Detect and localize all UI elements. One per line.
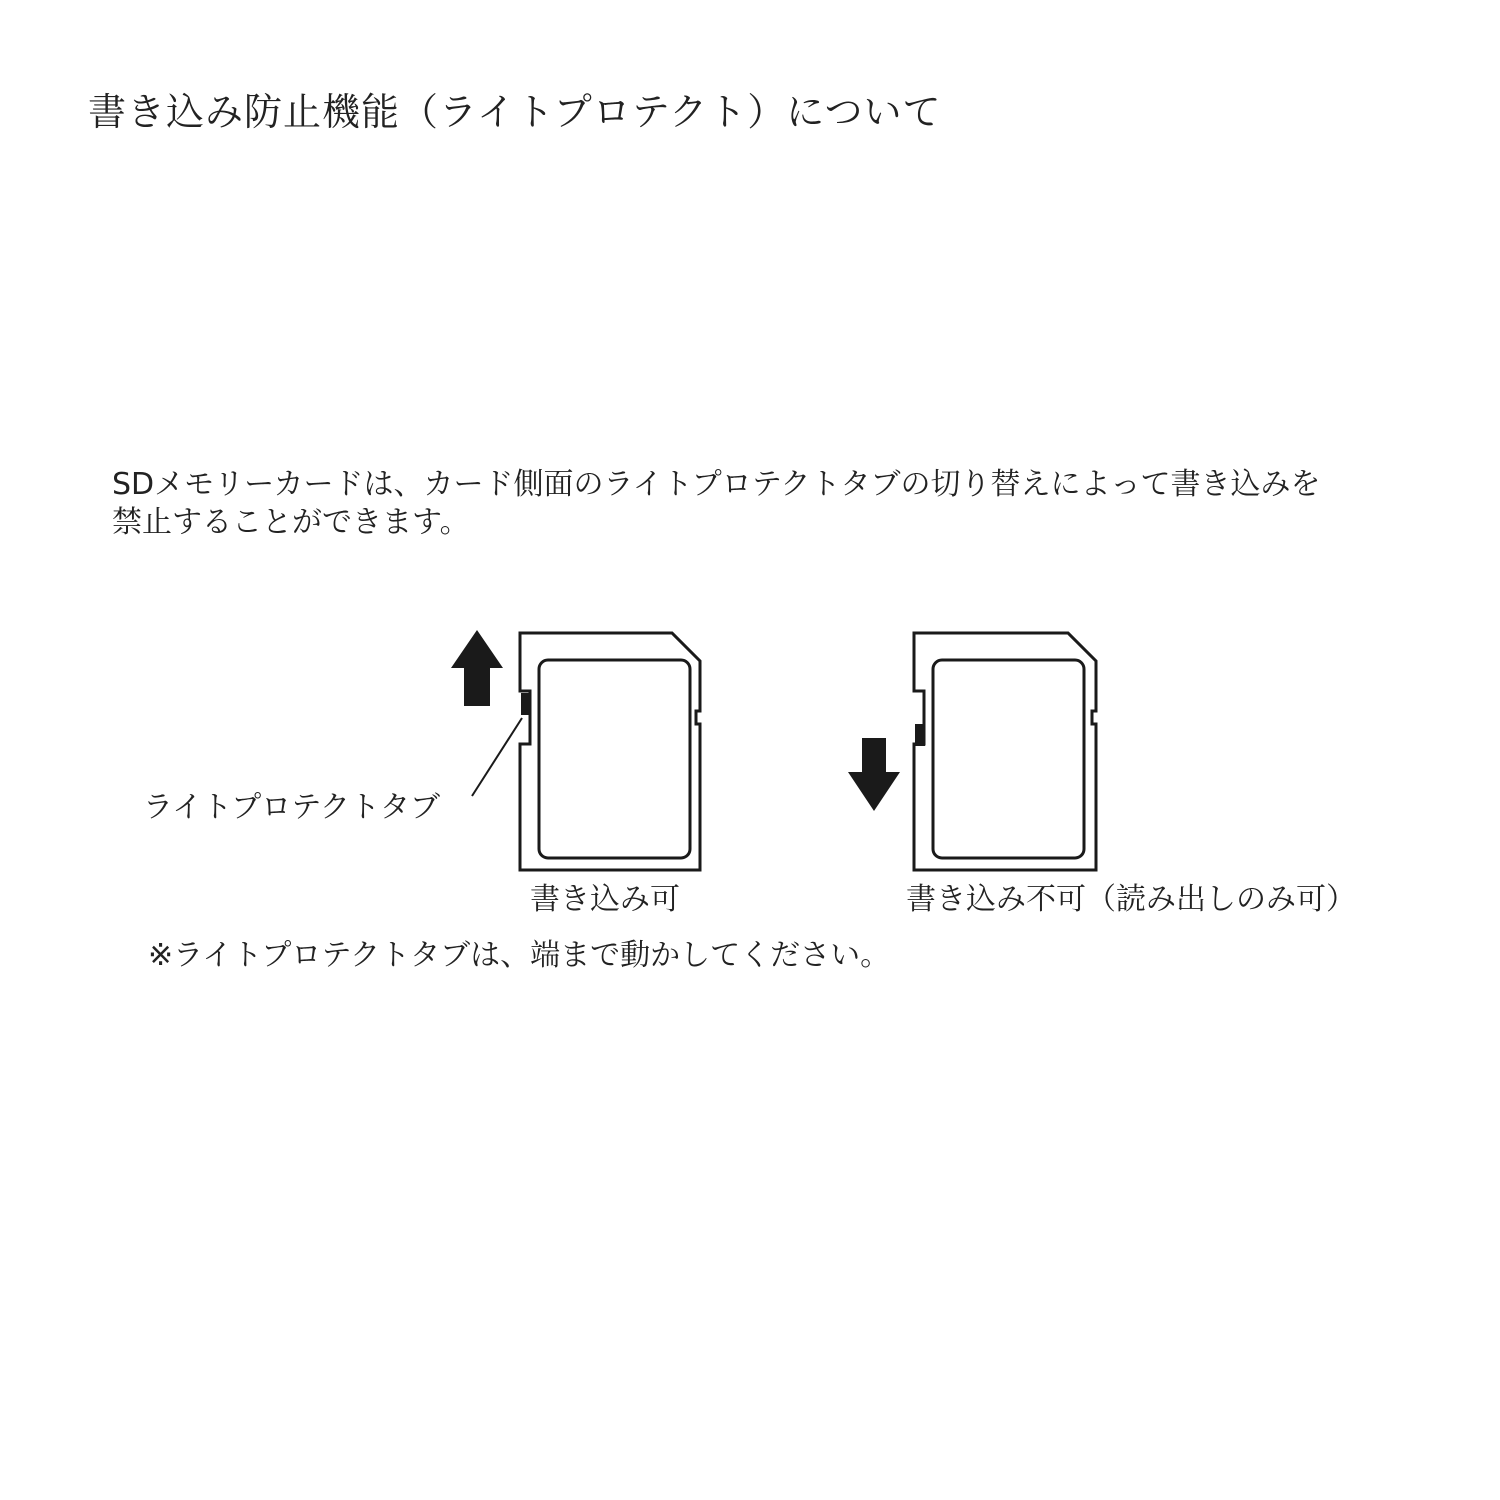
arrow-up-icon (451, 630, 503, 706)
footnote: ※ライトプロテクトタブは、端まで動かしてください。 (148, 938, 891, 973)
write-protect-tab-writable (521, 693, 531, 715)
writable-caption: 書き込み可 (530, 882, 680, 917)
description-line-1: SDメモリーカードは、カード側面のライトプロテクトタブの切り替えによって書き込みを (112, 467, 1321, 502)
sd-card-writable-outline (520, 633, 700, 870)
page-title: 書き込み防止機能（ライトプロテクト）について (88, 90, 942, 134)
description-line-2: 禁止することができます。 (112, 505, 470, 540)
protected-caption: 書き込み不可（読み出しのみ可） (906, 882, 1356, 917)
sd-card-protected-label-area (933, 660, 1084, 858)
sd-card-writable (451, 630, 700, 870)
sd-card-protected-outline (914, 633, 1096, 870)
write-protect-tab-label: ライトプロテクトタブ (143, 790, 440, 825)
sd-card-protected (848, 633, 1096, 870)
write-protect-tab-protected (915, 724, 925, 746)
tab-leader-line (472, 718, 522, 796)
arrow-down-icon (848, 738, 900, 811)
sd-card-writable-label-area (539, 660, 690, 858)
